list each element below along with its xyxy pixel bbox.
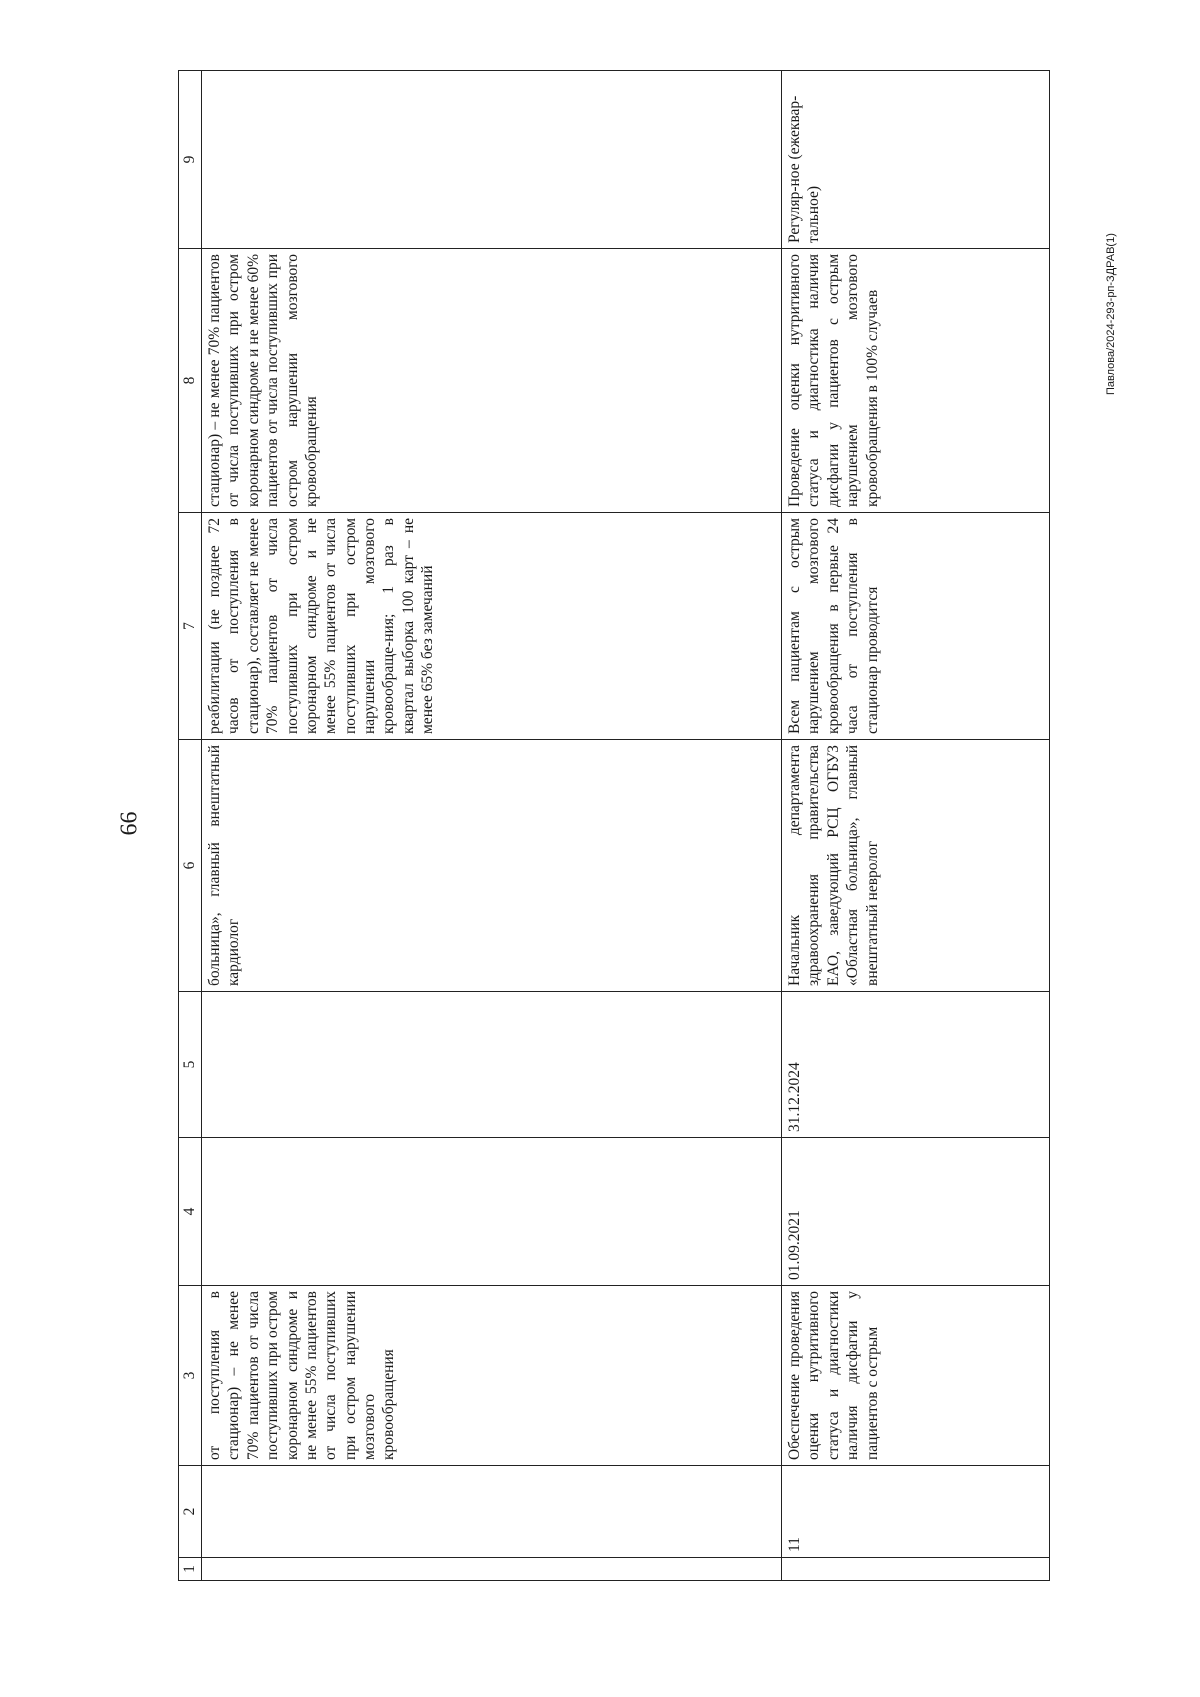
cell-row1-col8: стационар) – не менее 70% пациентов от числа поступивших при остром коронарном синдроме и не менее 60% пациентов от числа поступивших при остром нарушении мозгового кровообращения xyxy=(202,249,782,513)
cell-row1-col1 xyxy=(202,1558,782,1581)
document-code: Павлова/2024-293-рп-ЗДРАВ(1) xyxy=(1105,233,1117,395)
header-col-4: 4 xyxy=(179,1138,202,1286)
table-row xyxy=(782,71,1050,1581)
table-row xyxy=(202,71,782,1581)
header-col-2: 2 xyxy=(179,1466,202,1558)
header-col-1: 1 xyxy=(179,1558,202,1581)
header-col-9: 9 xyxy=(179,71,202,249)
cell-row2-col5: 31.12.2024 xyxy=(782,992,1050,1138)
header-col-6: 6 xyxy=(179,740,202,992)
page-number: 66 xyxy=(116,811,143,836)
cell-row1-col6: больница», главный внештатный кардиолог xyxy=(202,740,782,992)
cell-row2-col7: Всем пациентам с острым нарушением мозгового кровообращения в первые 24 часа от поступления в стационар проводится xyxy=(782,513,1050,740)
cell-row2-col3: Обеспечение проведения оценки нутритивного статуса и диагностики наличия дисфагии у пациентов с острым xyxy=(782,1286,1050,1466)
plan-table xyxy=(178,70,1050,1581)
cell-row2-col2: 11 xyxy=(782,1466,1050,1558)
header-row xyxy=(179,71,202,1581)
cell-row1-col9 xyxy=(202,71,782,249)
header-col-3: 3 xyxy=(179,1286,202,1466)
header-col-8: 8 xyxy=(179,249,202,513)
cell-row2-col4: 01.09.2021 xyxy=(782,1138,1050,1286)
cell-row2-col9: Регуляр-ное (ежеквар-тальное) xyxy=(782,71,1050,249)
cell-row2-col1 xyxy=(782,1558,1050,1581)
cell-row1-col3: от поступления в стационар) – не менее 70% пациентов от числа поступивших при остром коронарном синдроме и не менее 55% пациентов от числа поступивших при остром нарушении мозгового кровообращения xyxy=(202,1286,782,1466)
header-col-7: 7 xyxy=(179,513,202,740)
cell-row1-col7: реабилитации (не позднее 72 часов от поступления в стационар), составляет не менее 70% пациентов от числа поступивших при остром коронарном синдроме и не менее 55% пациентов от числа поступивших при остром нарушении мозгового кровообраще-ния; 1 раз в квартал выборка 100 карт – не менее 65% без замечаний xyxy=(202,513,782,740)
cell-row1-col5 xyxy=(202,992,782,1138)
cell-row1-col2 xyxy=(202,1466,782,1558)
header-col-5: 5 xyxy=(179,992,202,1138)
cell-row2-col6: Начальник департамента здравоохранения правительства ЕАО, заведующий РСЦ ОГБУЗ «Областная больница», главный внештатный невролог xyxy=(782,740,1050,992)
cell-row1-col4 xyxy=(202,1138,782,1286)
rotated-table-container xyxy=(178,71,1050,1581)
cell-row2-col8: Проведение оценки нутритивного статуса и диагностика наличия дисфагии у пациентов с острым нарушением мозгового кровообращения в 100% случаев xyxy=(782,249,1050,513)
